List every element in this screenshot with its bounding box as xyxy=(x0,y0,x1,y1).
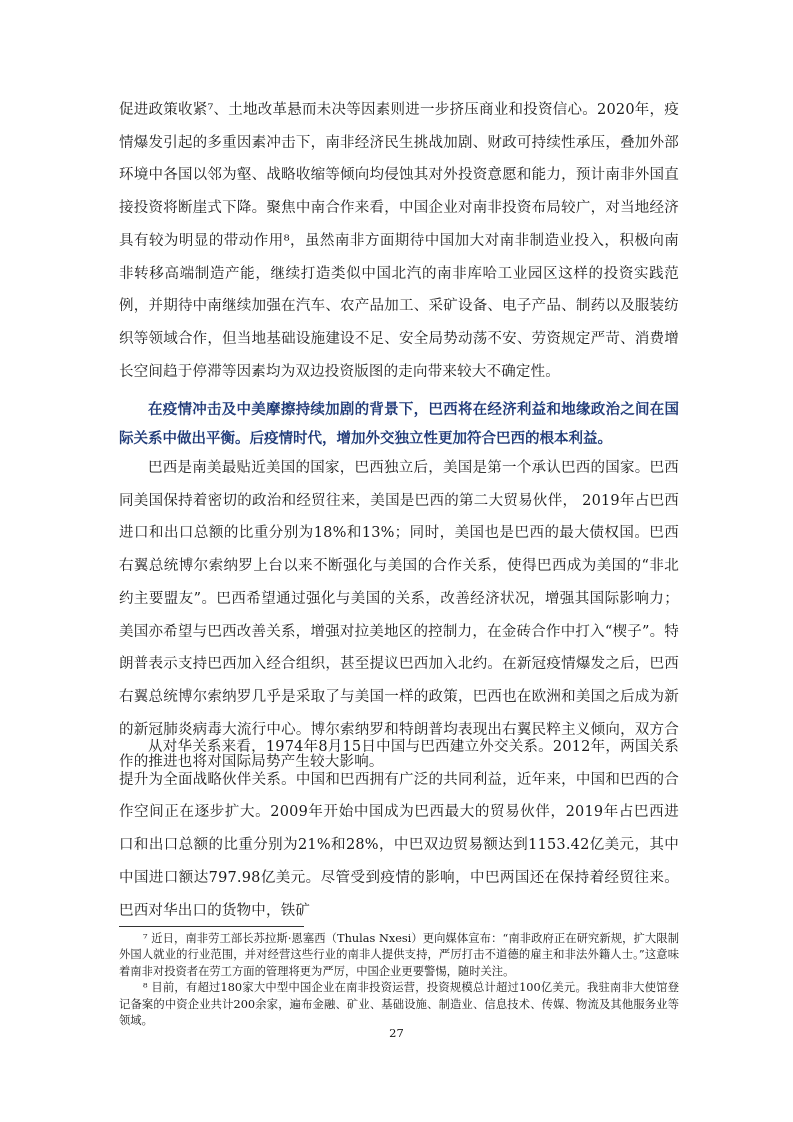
page-number: 27 xyxy=(389,1026,404,1040)
paragraph-text: 从对华关系来看，1974年8月15日中国与巴西建立外交关系。2012年，两国关系提升为全面战略伙伴关系。中国和巴西拥有广泛的共同利益，近年来，中国和巴西的合作空间正在逐步扩大。2009年开始中国成为巴西最大的贸易伙伴，2019年占巴西进口和出口总额的比重分别为21%和28%，中巴双边贸易额达到1153.42亿美元，其中中国进口额达797.98亿美元。尽管受到疫情的影响，中巴两国还在保持着经贸往来。巴西对华出口的货物中，铁矿 xyxy=(119,739,679,919)
footnotes xyxy=(119,931,679,1029)
body-paragraph-1 xyxy=(119,94,679,388)
paragraph-text: 巴西是南美最贴近美国的国家，巴西独立后，美国是第一个承认巴西的国家。巴西同美国保持着密切的政治和经贸往来，美国是巴西的第二大贸易伙伴， 2019年占巴西进口和出口总额的比重分别为18%和13%；同时，美国也是巴西的最大债权国。巴西右翼总统博尔索纳罗上台以来不断强化与美国的合作关系，使得巴西成为美国的“非北约主要盟友”。巴西希望通过强化与美国的关系，改善经济状况，增强其国际影响力；美国亦希望与巴西改善关系，增强对拉美地区的控制力，在金砖合作中打入“楔子”。特朗普表示支持巴西加入经合组织，甚至提议巴西加入北约。在新冠疫情爆发之后，巴西右翼总统博尔索纳罗几乎是采取了与美国一样的政策，巴西也在欧洲和美国之后成为新的新冠肺炎病毒大流行中心。博尔索纳罗和特朗普均表现出右翼民粹主义倾向，双方合作的推进也将对国际局势产生较大影响。 xyxy=(119,460,679,771)
paragraph-text: 促进政策收紧⁷、土地改革悬而未决等因素则进一步挤压商业和投资信心。2020年，疫情爆发引起的多重因素冲击下，南非经济民生挑战加剧、财政可持续性承压，叠加外部环境中各国以邻为壑、战略收缩等倾向均侵蚀其对外投资意愿和能力，预计南非外国直接投资将断崖式下降。聚焦中南合作来看，中国企业对南非投资布局较广，对当地经济具有较为明显的带动作用⁸，虽然南非方面期待中国加大对南非制造业投入，积极向南非转移高端制造产能，继续打造类似中国北汽的南非库哈工业园区这样的投资实践范例，并期待中南继续加强在汽车、农产品加工、采矿设备、电子产品、制药以及服装纺织等领域合作，但当地基础设施建设不足、安全局势动荡不安、劳资规定严苛、消费增长空间趋于停滞等因素均为双边投资版图的走向带来较大不确定性。 xyxy=(119,102,679,380)
body-paragraph-2 xyxy=(119,452,679,779)
footnote-divider xyxy=(119,926,304,927)
section-heading: 在疫情冲击及中美摩擦持续加剧的背景下，巴西将在经济利益和地缘政治之间在国际关系中做出平衡。后疫情时代，增加外交独立性更加符合巴西的根本利益。 xyxy=(119,402,679,447)
body-paragraph-3 xyxy=(119,731,679,927)
footnote-7: ⁷ 近日，南非劳工部长苏拉斯·恩塞西（Thulas Nxesi）更向媒体宣布：“南非政府正在研究新规，扩大限制外国人就业的行业范围，并对经营这些行业的南非人提供支持，严厉打击不道德的雇主和非法外籍人士。”这意味着南非对投资者在劳工方面的管理将更为严厉，中国企业更要警惕，随时关注。 xyxy=(119,932,679,978)
footnote-8: ⁸ 目前，有超过180家大中型中国企业在南非投资运营，投资规模总计超过100亿美元。我驻南非大使馆登记备案的中资企业共计200余家，遍布金融、矿业、基础设施、制造业、信息技术、传媒、物流及其他服务业等领域。 xyxy=(119,981,679,1028)
